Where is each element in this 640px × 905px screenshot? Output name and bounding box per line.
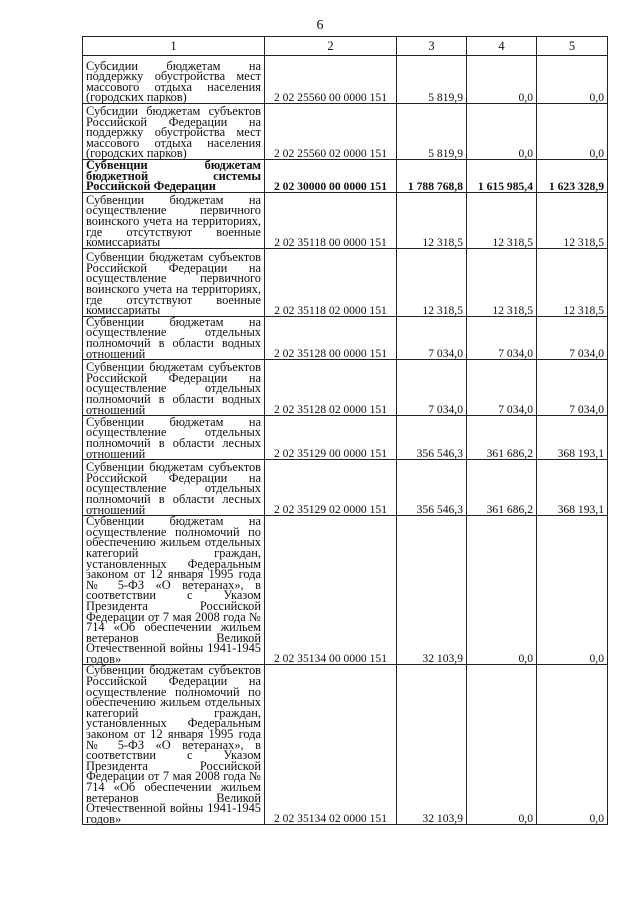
row-value-5-cell: 7 034,0 [537,360,608,416]
row-name-cell: Субвенции бюджетам бюджетной системы Российской Федерации [83,160,265,193]
row-value-3-cell: 32 103,9 [397,665,467,825]
page-number: 6 [316,18,324,33]
row-code-cell: 2 02 25560 02 0000 151 [265,104,397,160]
column-header: 5 [537,37,608,56]
row-value-4-cell: 1 615 985,4 [467,160,537,193]
row-name-cell: Субвенции бюджетам на осуществление первичного воинского учета на территориях, где отсутствуют военные комиссариаты [83,192,265,248]
row-name-cell: Субвенции бюджетам субъектов Российской Федерации на осуществление первичного воинского учета на территориях, где отсутствуют военные комиссариаты [83,248,265,316]
row-name-cell: Субвенции бюджетам субъектов Российской Федерации на осуществление отдельных полномочий в области водных отношений [83,360,265,416]
table-row [83,460,608,516]
row-value-5-cell: 0,0 [537,56,608,104]
row-value-3-cell: 12 318,5 [397,248,467,316]
row-value-5-cell: 368 193,1 [537,460,608,516]
row-code-cell: 2 02 35118 00 0000 151 [265,192,397,248]
row-value-3-cell: 32 103,9 [397,516,467,665]
row-value-4-cell: 0,0 [467,516,537,665]
row-value-3-cell: 12 318,5 [397,192,467,248]
row-value-5-cell: 12 318,5 [537,192,608,248]
row-value-4-cell: 7 034,0 [467,316,537,359]
row-name-cell: Субвенции бюджетам субъектов Российской Федерации на осуществление отдельных полномочий в области лесных отношений [83,460,265,516]
row-value-4-cell: 361 686,2 [467,416,537,460]
row-code-cell: 2 02 35129 00 0000 151 [265,416,397,460]
column-header: 3 [397,37,467,56]
row-value-5-cell: 1 623 328,9 [537,160,608,193]
row-code-cell: 2 02 35128 02 0000 151 [265,360,397,416]
row-code-cell: 2 02 35118 02 0000 151 [265,248,397,316]
row-name-cell: Субсидии бюджетам на поддержку обустройства мест массового отдыха населения (городских парков) [83,56,265,104]
table-row [83,316,608,359]
row-value-3-cell: 5 819,9 [397,56,467,104]
column-header: 2 [265,37,397,56]
table-row [83,665,608,825]
row-value-4-cell: 12 318,5 [467,192,537,248]
row-name-cell: Субвенции бюджетам субъектов Российской Федерации на осуществление полномочий по обеспечению жильем отдельных категорий граждан, установленных Федеральным законом от 12 января 1995 года № 5-ФЗ «О ветеранах», в соответствии с Указом Президента Российской Федерации от 7 мая 2008 года № 714 «Об обеспечении жильем ветеранов Великой Отечественной войны 1941-1945 годов» [83,665,265,825]
column-header: 4 [467,37,537,56]
row-value-4-cell: 0,0 [467,665,537,825]
table-row [83,104,608,160]
row-value-5-cell: 0,0 [537,665,608,825]
table-row [83,248,608,316]
row-value-5-cell: 0,0 [537,104,608,160]
budget-table [82,36,608,825]
table-row [83,416,608,460]
table-row [83,160,608,193]
row-value-3-cell: 356 546,3 [397,416,467,460]
row-code-cell: 2 02 25560 00 0000 151 [265,56,397,104]
row-code-cell: 2 02 30000 00 0000 151 [265,160,397,193]
row-code-cell: 2 02 35134 00 0000 151 [265,516,397,665]
row-value-4-cell: 7 034,0 [467,360,537,416]
row-value-3-cell: 1 788 768,8 [397,160,467,193]
row-name-cell: Субвенции бюджетам на осуществление полномочий по обеспечению жильем отдельных категорий граждан, установленных Федеральным законом от 12 января 1995 года № 5-ФЗ «О ветеранах», в соответствии с Указом Президента Российской Федерации от 7 мая 2008 года № 714 «Об обеспечении жильем ветеранов Великой Отечественной войны 1941-1945 годов» [83,516,265,665]
row-value-3-cell: 7 034,0 [397,316,467,359]
row-value-3-cell: 7 034,0 [397,360,467,416]
row-name-cell: Субвенции бюджетам на осуществление отдельных полномочий в области лесных отношений [83,416,265,460]
row-name-cell: Субсидии бюджетам субъектов Российской Федерации на поддержку обустройства мест массового отдыха населения (городских парков) [83,104,265,160]
row-code-cell: 2 02 35128 00 0000 151 [265,316,397,359]
row-value-3-cell: 356 546,3 [397,460,467,516]
table-row [83,516,608,665]
row-value-4-cell: 361 686,2 [467,460,537,516]
table-row [83,192,608,248]
row-value-5-cell: 368 193,1 [537,416,608,460]
column-header: 1 [83,37,265,56]
row-value-4-cell: 12 318,5 [467,248,537,316]
row-value-5-cell: 7 034,0 [537,316,608,359]
row-value-4-cell: 0,0 [467,56,537,104]
table-row [83,56,608,104]
row-value-5-cell: 12 318,5 [537,248,608,316]
row-value-5-cell: 0,0 [537,516,608,665]
row-code-cell: 2 02 35129 02 0000 151 [265,460,397,516]
table-header-row [83,37,608,56]
row-value-3-cell: 5 819,9 [397,104,467,160]
table-row [83,360,608,416]
row-value-4-cell: 0,0 [467,104,537,160]
row-code-cell: 2 02 35134 02 0000 151 [265,665,397,825]
row-name-cell: Субвенции бюджетам на осуществление отдельных полномочий в области водных отношений [83,316,265,359]
